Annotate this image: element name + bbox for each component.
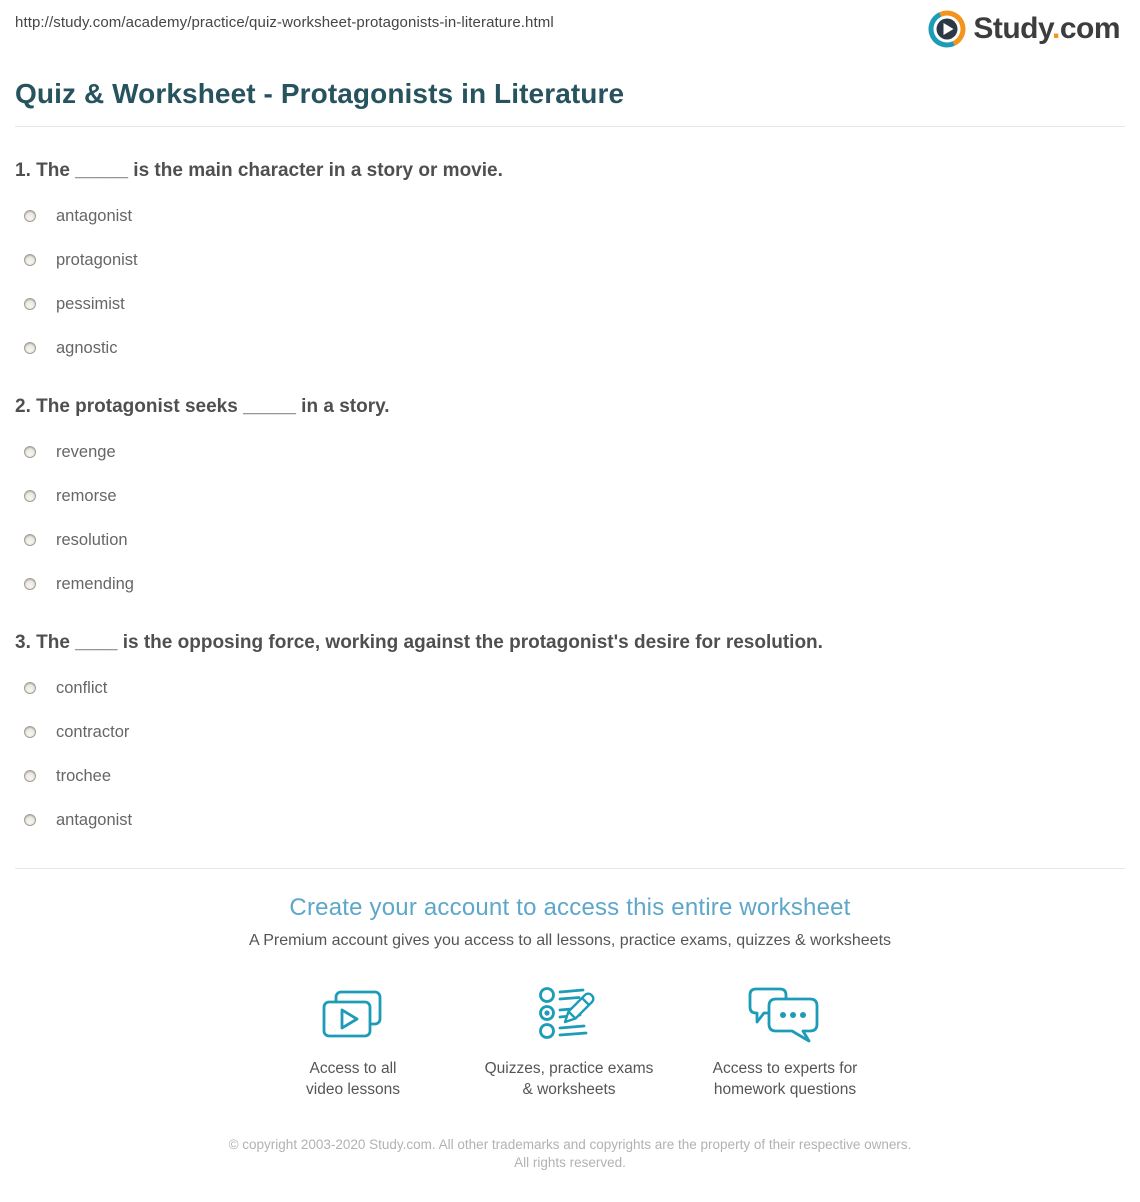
radio-button[interactable] (24, 210, 36, 222)
header (0, 0, 1140, 48)
feature-homework-experts (677, 984, 893, 1100)
title-divider (15, 126, 1125, 127)
radio-button[interactable] (24, 770, 36, 782)
logo-dot: . (1051, 12, 1060, 45)
video-lessons-icon (320, 989, 386, 1041)
answer-option[interactable] (15, 562, 1125, 606)
radio-button[interactable] (24, 578, 36, 590)
feature-caption-line: Access to all (309, 1060, 397, 1077)
answer-option[interactable] (15, 798, 1125, 842)
answer-option[interactable] (15, 282, 1125, 326)
radio-button[interactable] (24, 446, 36, 458)
answer-option[interactable] (15, 518, 1125, 562)
radio-button[interactable] (24, 254, 36, 266)
answer-option-label[interactable]: antagonist (56, 206, 133, 225)
page-title: Quiz & Worksheet - Protagonists in Literature (15, 78, 625, 109)
quiz-section (0, 160, 1140, 842)
radio-button[interactable] (24, 298, 36, 310)
radio-button[interactable] (24, 814, 36, 826)
radio-button[interactable] (24, 534, 36, 546)
answer-option[interactable] (15, 754, 1125, 798)
answer-option[interactable] (15, 326, 1125, 370)
answer-option-label[interactable]: trochee (56, 766, 112, 785)
answer-option-label[interactable]: pessimist (56, 294, 125, 313)
feature-caption (461, 1058, 677, 1100)
feature-caption-line: & worksheets (522, 1081, 616, 1098)
cta-divider (15, 868, 1125, 869)
copyright-text: © copyright 2003-2020 Study.com. All other trademarks and copyrights are the property of their respective owners. All rights reserved. (228, 1137, 912, 1170)
feature-caption-line: homework questions (713, 1081, 857, 1098)
feature-caption (245, 1058, 461, 1100)
radio-button[interactable] (24, 726, 36, 738)
chat-experts-icon (747, 986, 823, 1044)
question-text: 2. The protagonist seeks _____ in a story. (15, 396, 390, 417)
feature-caption-line: video lessons (306, 1081, 400, 1098)
answer-option-label[interactable]: agnostic (56, 338, 118, 357)
feature-video-lessons (245, 984, 461, 1100)
answer-option-label[interactable]: remorse (56, 486, 117, 505)
studycom-logo-icon (928, 10, 966, 48)
page-url: http://study.com/academy/practice/quiz-worksheet-protagonists-in-literature.html (15, 14, 554, 31)
studycom-logo[interactable] (928, 10, 1120, 48)
quiz-worksheets-icon (538, 986, 600, 1044)
question-text: 3. The ____ is the opposing force, working against the protagonist's desire for resolution. (15, 632, 823, 653)
answer-option-label[interactable]: protagonist (56, 250, 138, 269)
answer-option[interactable] (15, 430, 1125, 474)
answer-option-label[interactable]: remending (56, 574, 134, 593)
answer-option[interactable] (15, 194, 1125, 238)
cta-heading: Create your account to access this entire worksheet (289, 894, 851, 921)
question-block-1 (0, 160, 1125, 370)
answer-option-label[interactable]: antagonist (56, 810, 133, 829)
feature-caption (677, 1058, 893, 1100)
answer-option[interactable] (15, 666, 1125, 710)
radio-button[interactable] (24, 342, 36, 354)
answer-option[interactable] (15, 238, 1125, 282)
question-text: 1. The _____ is the main character in a story or movie. (15, 160, 503, 181)
studycom-logo-text (973, 10, 1120, 48)
question-block-2 (0, 396, 1125, 606)
radio-button[interactable] (24, 682, 36, 694)
cta-subheading: A Premium account gives you access to all lessons, practice exams, quizzes & worksheets (248, 932, 892, 949)
answer-option[interactable] (15, 474, 1125, 518)
logo-com: com (1059, 12, 1120, 45)
radio-button[interactable] (24, 490, 36, 502)
answer-option-label[interactable]: contractor (56, 722, 130, 741)
feature-caption-line: Quizzes, practice exams (484, 1060, 654, 1077)
answer-option[interactable] (15, 710, 1125, 754)
logo-study: Study (973, 12, 1052, 45)
features-row (245, 984, 895, 1100)
answer-option-label[interactable]: resolution (56, 530, 128, 549)
feature-caption-line: Access to experts for (712, 1060, 858, 1077)
answer-option-label[interactable]: conflict (56, 678, 108, 697)
answer-option-label[interactable]: revenge (56, 442, 116, 461)
feature-quizzes-worksheets (461, 984, 677, 1100)
question-block-3 (0, 632, 1125, 842)
